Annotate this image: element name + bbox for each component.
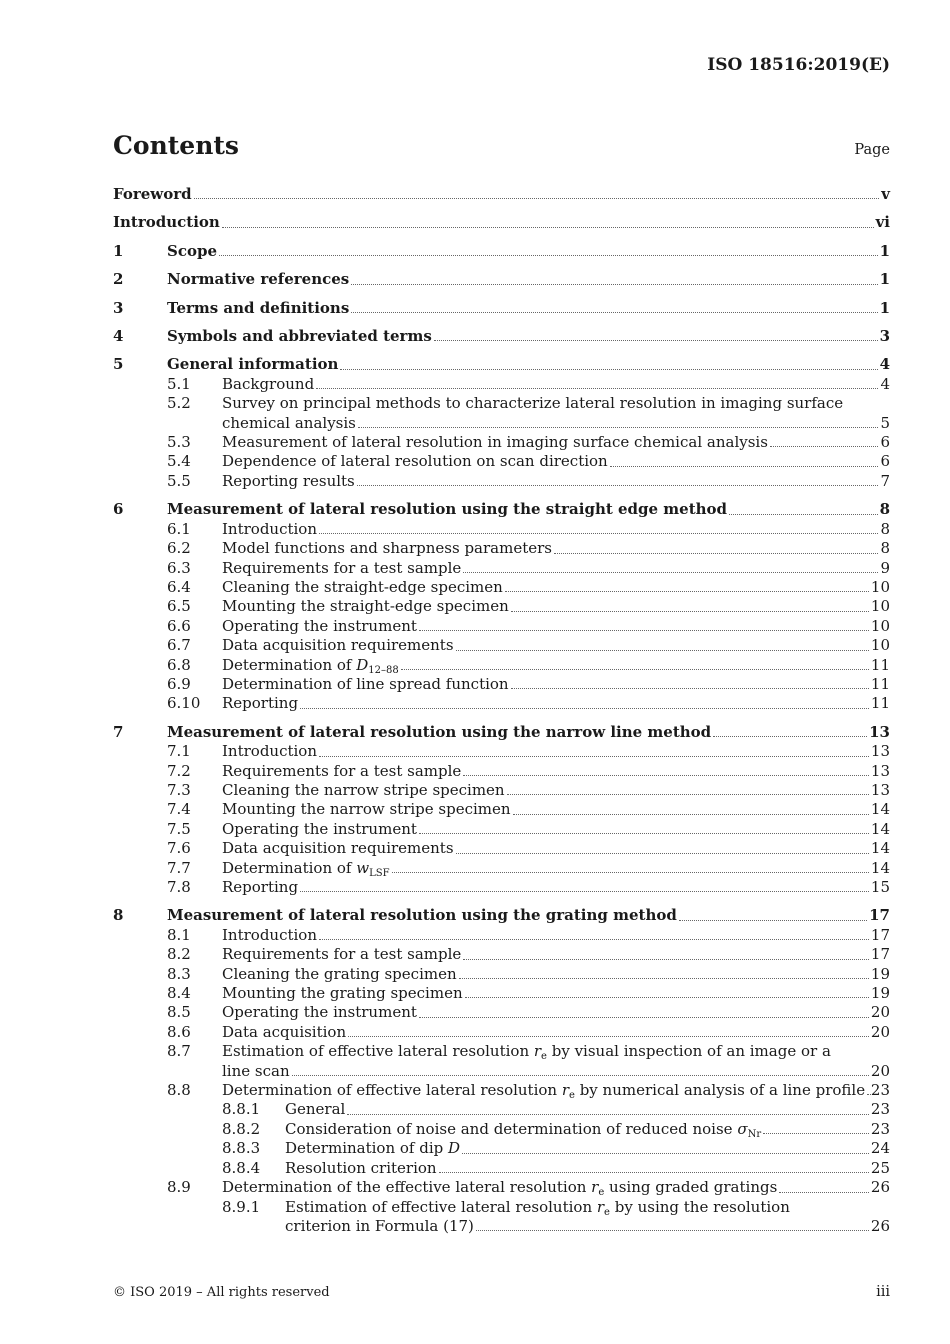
toc-entry-8-9[interactable] — [113, 1178, 890, 1197]
toc-number: 8.9.1 — [222, 1197, 261, 1216]
toc-entry-4[interactable] — [113, 327, 890, 346]
toc-number: 8.8.1 — [222, 1100, 261, 1119]
toc-title: Terms and definitions — [167, 298, 350, 317]
toc-title: Data acquisition — [222, 1022, 347, 1041]
toc-number: 8.9 — [167, 1178, 191, 1197]
toc-page: 23 — [870, 1081, 890, 1100]
toc-title: Operating the instrument — [222, 616, 417, 635]
toc-title: Measurement of lateral resolution in imaging surface chemical analysis — [222, 433, 768, 452]
toc-number: 6.1 — [167, 519, 191, 538]
toc-page: 6 — [880, 433, 890, 452]
toc-page: 24 — [870, 1139, 890, 1158]
toc-title: Consideration of noise and determination of reduced noise $\sigma_{Nr}$ — [285, 1119, 762, 1140]
footer-page-number: iii — [876, 1284, 890, 1300]
toc-title: General information — [167, 355, 339, 374]
toc-number: 5.2 — [167, 394, 191, 413]
toc-number: 5.1 — [167, 374, 191, 393]
toc-entry-6-3[interactable] — [113, 559, 890, 578]
toc-page: 17 — [870, 925, 890, 944]
toc-number: 6 — [113, 500, 124, 519]
contents-title: Contents — [113, 131, 240, 160]
toc-page: 1 — [879, 241, 890, 260]
toc-page: 11 — [870, 655, 890, 674]
toc-entry-5[interactable] — [113, 355, 890, 374]
toc-number: 7.6 — [167, 839, 191, 858]
toc-title: Data acquisition requirements — [222, 839, 454, 858]
toc-number: 8.1 — [167, 925, 191, 944]
toc-entry-5-3[interactable] — [113, 433, 890, 452]
toc-number: 8.4 — [167, 984, 191, 1003]
toc-entry-6-2[interactable] — [113, 539, 890, 558]
toc-page: 8 — [880, 519, 890, 538]
toc-entry-6-1[interactable] — [113, 520, 890, 539]
toc-entry-3[interactable] — [113, 299, 890, 318]
toc-page: 6 — [880, 452, 890, 471]
toc-page: 10 — [870, 616, 890, 635]
toc-page: vi — [875, 213, 890, 232]
toc-entry-8-1[interactable] — [113, 926, 890, 945]
toc-title: Requirements for a test sample — [222, 945, 462, 964]
toc-page: 20 — [870, 1003, 890, 1022]
toc-number: 8.3 — [167, 964, 191, 983]
toc-title: Introduction — [222, 925, 317, 944]
toc-title: Cleaning the narrow stripe specimen — [222, 780, 505, 799]
toc-title: Cleaning the straight-edge specimen — [222, 577, 503, 596]
toc-page: 26 — [870, 1178, 890, 1197]
toc-page: 17 — [869, 906, 890, 925]
toc-number: 8 — [113, 906, 124, 925]
toc-entry-6-5[interactable] — [113, 597, 890, 616]
toc-page: 10 — [870, 636, 890, 655]
toc-number: 6.5 — [167, 597, 191, 616]
toc-title: Determination of effective lateral resolution $r_e$ by numerical analysis of a line profile — [222, 1081, 866, 1102]
toc-page: 17 — [870, 945, 890, 964]
toc-entry-6-7[interactable] — [113, 636, 890, 655]
toc-title: Data acquisition requirements — [222, 636, 454, 655]
footer-copyright: © ISO 2019 – All rights reserved — [113, 1285, 330, 1300]
toc-page: 7 — [880, 471, 890, 490]
toc-entry-8-3[interactable] — [113, 965, 890, 984]
toc-entry-6-10[interactable] — [113, 694, 890, 713]
toc-entry-5-4[interactable] — [113, 452, 890, 471]
toc-page: 13 — [870, 742, 890, 761]
toc-page: 1 — [879, 298, 890, 317]
toc-number: 6.8 — [167, 655, 191, 674]
toc-number: 8.6 — [167, 1022, 191, 1041]
toc-title: Reporting — [222, 878, 299, 896]
toc-number: 7.5 — [167, 819, 191, 838]
toc-entry-8[interactable] — [113, 906, 890, 925]
toc-title-continued: chemical analysis — [222, 413, 356, 432]
toc-entry-8-8-2[interactable] — [113, 1120, 890, 1139]
toc-number: 6.6 — [167, 616, 191, 635]
toc-number: 4 — [113, 327, 124, 346]
toc-title: Determination of $D_{12-88}$ — [222, 655, 399, 676]
toc-page: 23 — [870, 1119, 890, 1138]
toc-page: 8 — [879, 500, 890, 519]
toc-entry-8-6[interactable] — [113, 1023, 890, 1042]
toc-title: Measurement of lateral resolution using the straight edge method — [167, 500, 728, 519]
toc-number: 8.7 — [167, 1042, 191, 1061]
toc-page: 11 — [870, 674, 890, 693]
toc-title: Operating the instrument — [222, 1003, 417, 1022]
toc-page: 10 — [870, 577, 890, 596]
toc-entry-8-8[interactable] — [113, 1081, 890, 1100]
toc-page: 14 — [870, 839, 890, 858]
toc-title: Resolution criterion — [285, 1158, 437, 1177]
toc-number: 8.2 — [167, 945, 191, 964]
toc-number: 6.7 — [167, 636, 191, 655]
toc-title: Normative references — [167, 270, 350, 289]
toc-number: 7.3 — [167, 780, 191, 799]
toc-page: v — [881, 185, 890, 203]
toc-title: Determination of $w_{LSF}$ — [222, 858, 390, 879]
toc-title: Requirements for a test sample — [222, 761, 462, 780]
toc-page: 19 — [870, 964, 890, 983]
toc-number: 2 — [113, 270, 124, 289]
toc-page: 4 — [880, 374, 890, 393]
toc-number: 6.3 — [167, 558, 191, 577]
toc-page: 19 — [870, 984, 890, 1003]
toc-number: 7.7 — [167, 858, 191, 877]
toc-title: Foreword — [113, 185, 192, 203]
toc-title: Operating the instrument — [222, 819, 417, 838]
toc-entry-8-8-1[interactable] — [113, 1100, 890, 1119]
toc-page: 26 — [870, 1216, 890, 1235]
document-id: ISO 18516:2019(E) — [707, 55, 890, 75]
toc-title: Requirements for a test sample — [222, 558, 462, 577]
toc-title: Reporting results — [222, 471, 355, 490]
toc-entry-8-9-1-line2[interactable] — [113, 1217, 890, 1236]
toc-page: 25 — [870, 1158, 890, 1177]
toc-title-continued: criterion in Formula (17) — [285, 1216, 474, 1235]
toc-title: Reporting — [222, 694, 299, 713]
toc-title: Mounting the straight-edge specimen — [222, 597, 509, 616]
toc-number: 5 — [113, 355, 124, 374]
toc-entry-5-5[interactable] — [113, 472, 890, 491]
toc-page: 13 — [869, 722, 890, 741]
toc-entry-7-8[interactable] — [113, 878, 890, 897]
toc-entry-8-8-4[interactable] — [113, 1159, 890, 1178]
toc-page: 20 — [870, 1061, 890, 1080]
toc-entry-7-4[interactable] — [113, 800, 890, 819]
toc-number: 5.5 — [167, 471, 191, 490]
toc-number: 8.8 — [167, 1081, 191, 1100]
toc-entry-1[interactable] — [113, 242, 890, 261]
toc-entry-foreword[interactable] — [113, 185, 890, 204]
toc-page: 8 — [880, 539, 890, 558]
page-column-label: Page — [854, 142, 890, 158]
toc-entry-7[interactable] — [113, 723, 890, 742]
toc-title: Measurement of lateral resolution using the narrow line method — [167, 722, 712, 741]
toc-number: 7 — [113, 722, 124, 741]
toc-title: Estimation of effective lateral resolution $r_e$ by visual inspection of an image or a — [222, 1042, 831, 1063]
toc-page: 14 — [870, 819, 890, 838]
toc-number: 6.9 — [167, 674, 191, 693]
toc-title: Introduction — [113, 213, 220, 232]
toc-number: 8.8.3 — [222, 1139, 261, 1158]
toc-entry-7-7[interactable] — [113, 859, 890, 878]
toc-title: Background — [222, 374, 315, 393]
toc-number: 5.4 — [167, 452, 191, 471]
toc-entry-8-2[interactable] — [113, 945, 890, 964]
toc-page: 10 — [870, 597, 890, 616]
toc-title: Measurement of lateral resolution using the grating method — [167, 906, 677, 925]
toc-entry-7-3[interactable] — [113, 781, 890, 800]
toc-entry-6-9[interactable] — [113, 675, 890, 694]
toc-page: 4 — [879, 355, 890, 374]
toc-entry-8-9-1-line1[interactable] — [113, 1198, 890, 1217]
toc-entry-5-1[interactable] — [113, 375, 890, 394]
toc-number: 8.8.2 — [222, 1119, 261, 1138]
toc-entry-7-6[interactable] — [113, 839, 890, 858]
toc-page: 1 — [879, 270, 890, 289]
toc-title: Introduction — [222, 742, 317, 761]
toc-title: Dependence of lateral resolution on scan direction — [222, 452, 608, 471]
toc-title: Symbols and abbreviated terms — [167, 327, 432, 346]
toc-entry-8-5[interactable] — [113, 1003, 890, 1022]
toc-entry-6-8[interactable] — [113, 656, 890, 675]
toc-number: 7.1 — [167, 742, 191, 761]
toc-entry-8-7-line2[interactable] — [113, 1062, 890, 1081]
toc-entry-7-5[interactable] — [113, 820, 890, 839]
toc-entry-8-8-3[interactable] — [113, 1139, 890, 1158]
toc-entry-7-2[interactable] — [113, 762, 890, 781]
toc-page: 14 — [870, 800, 890, 819]
toc-number: 7.2 — [167, 761, 191, 780]
toc-page: 23 — [870, 1100, 890, 1119]
toc-page: 3 — [879, 327, 890, 346]
toc-title: Estimation of effective lateral resolution $r_e$ by using the resolution — [285, 1197, 790, 1218]
toc-page: 13 — [870, 761, 890, 780]
toc-title: General — [285, 1100, 346, 1119]
toc-number: 7.4 — [167, 800, 191, 819]
toc-number: 6.4 — [167, 577, 191, 596]
toc-page: 9 — [880, 558, 890, 577]
toc-number: 6.2 — [167, 539, 191, 558]
toc-entry-8-7-line1[interactable] — [113, 1042, 890, 1061]
toc-entry-5-2-line2[interactable] — [113, 414, 890, 433]
toc-page: 14 — [870, 858, 890, 877]
toc-number: 5.3 — [167, 433, 191, 452]
toc-page: 20 — [870, 1022, 890, 1041]
toc-entry-2[interactable] — [113, 270, 890, 289]
toc-page: 5 — [880, 413, 890, 432]
toc-title-continued: line scan — [222, 1061, 290, 1080]
toc-number: 7.8 — [167, 878, 191, 896]
toc-title: Mounting the grating specimen — [222, 984, 463, 1003]
toc-title: Cleaning the grating specimen — [222, 964, 457, 983]
toc-number: 3 — [113, 298, 124, 317]
toc-title: Mounting the narrow stripe specimen — [222, 800, 511, 819]
toc-title: Survey on principal methods to characterize lateral resolution in imaging surface — [222, 394, 844, 413]
toc-number: 8.8.4 — [222, 1158, 261, 1177]
toc-title: Model functions and sharpness parameters — [222, 539, 552, 558]
toc-page: 15 — [870, 878, 890, 896]
toc-entry-7-1[interactable] — [113, 742, 890, 761]
toc-title: Determination of line spread function — [222, 674, 509, 693]
toc-entry-6-6[interactable] — [113, 617, 890, 636]
toc-title: Determination of the effective lateral resolution $r_e$ using graded gratings — [222, 1178, 778, 1199]
toc-entry-5-2-line1[interactable] — [113, 394, 890, 413]
toc-entry-6-4[interactable] — [113, 578, 890, 597]
toc-page: 13 — [870, 780, 890, 799]
toc-title: Determination of dip D — [285, 1139, 461, 1158]
toc-entry-6[interactable] — [113, 500, 890, 519]
toc-title: Scope — [167, 241, 218, 260]
table-of-contents — [113, 185, 890, 1236]
toc-page: 11 — [870, 694, 890, 713]
toc-number: 8.5 — [167, 1003, 191, 1022]
toc-entry-introduction[interactable] — [113, 213, 890, 232]
toc-entry-8-4[interactable] — [113, 984, 890, 1003]
toc-title: Introduction — [222, 519, 317, 538]
toc-number: 1 — [113, 241, 124, 260]
toc-number: 6.10 — [167, 694, 201, 713]
